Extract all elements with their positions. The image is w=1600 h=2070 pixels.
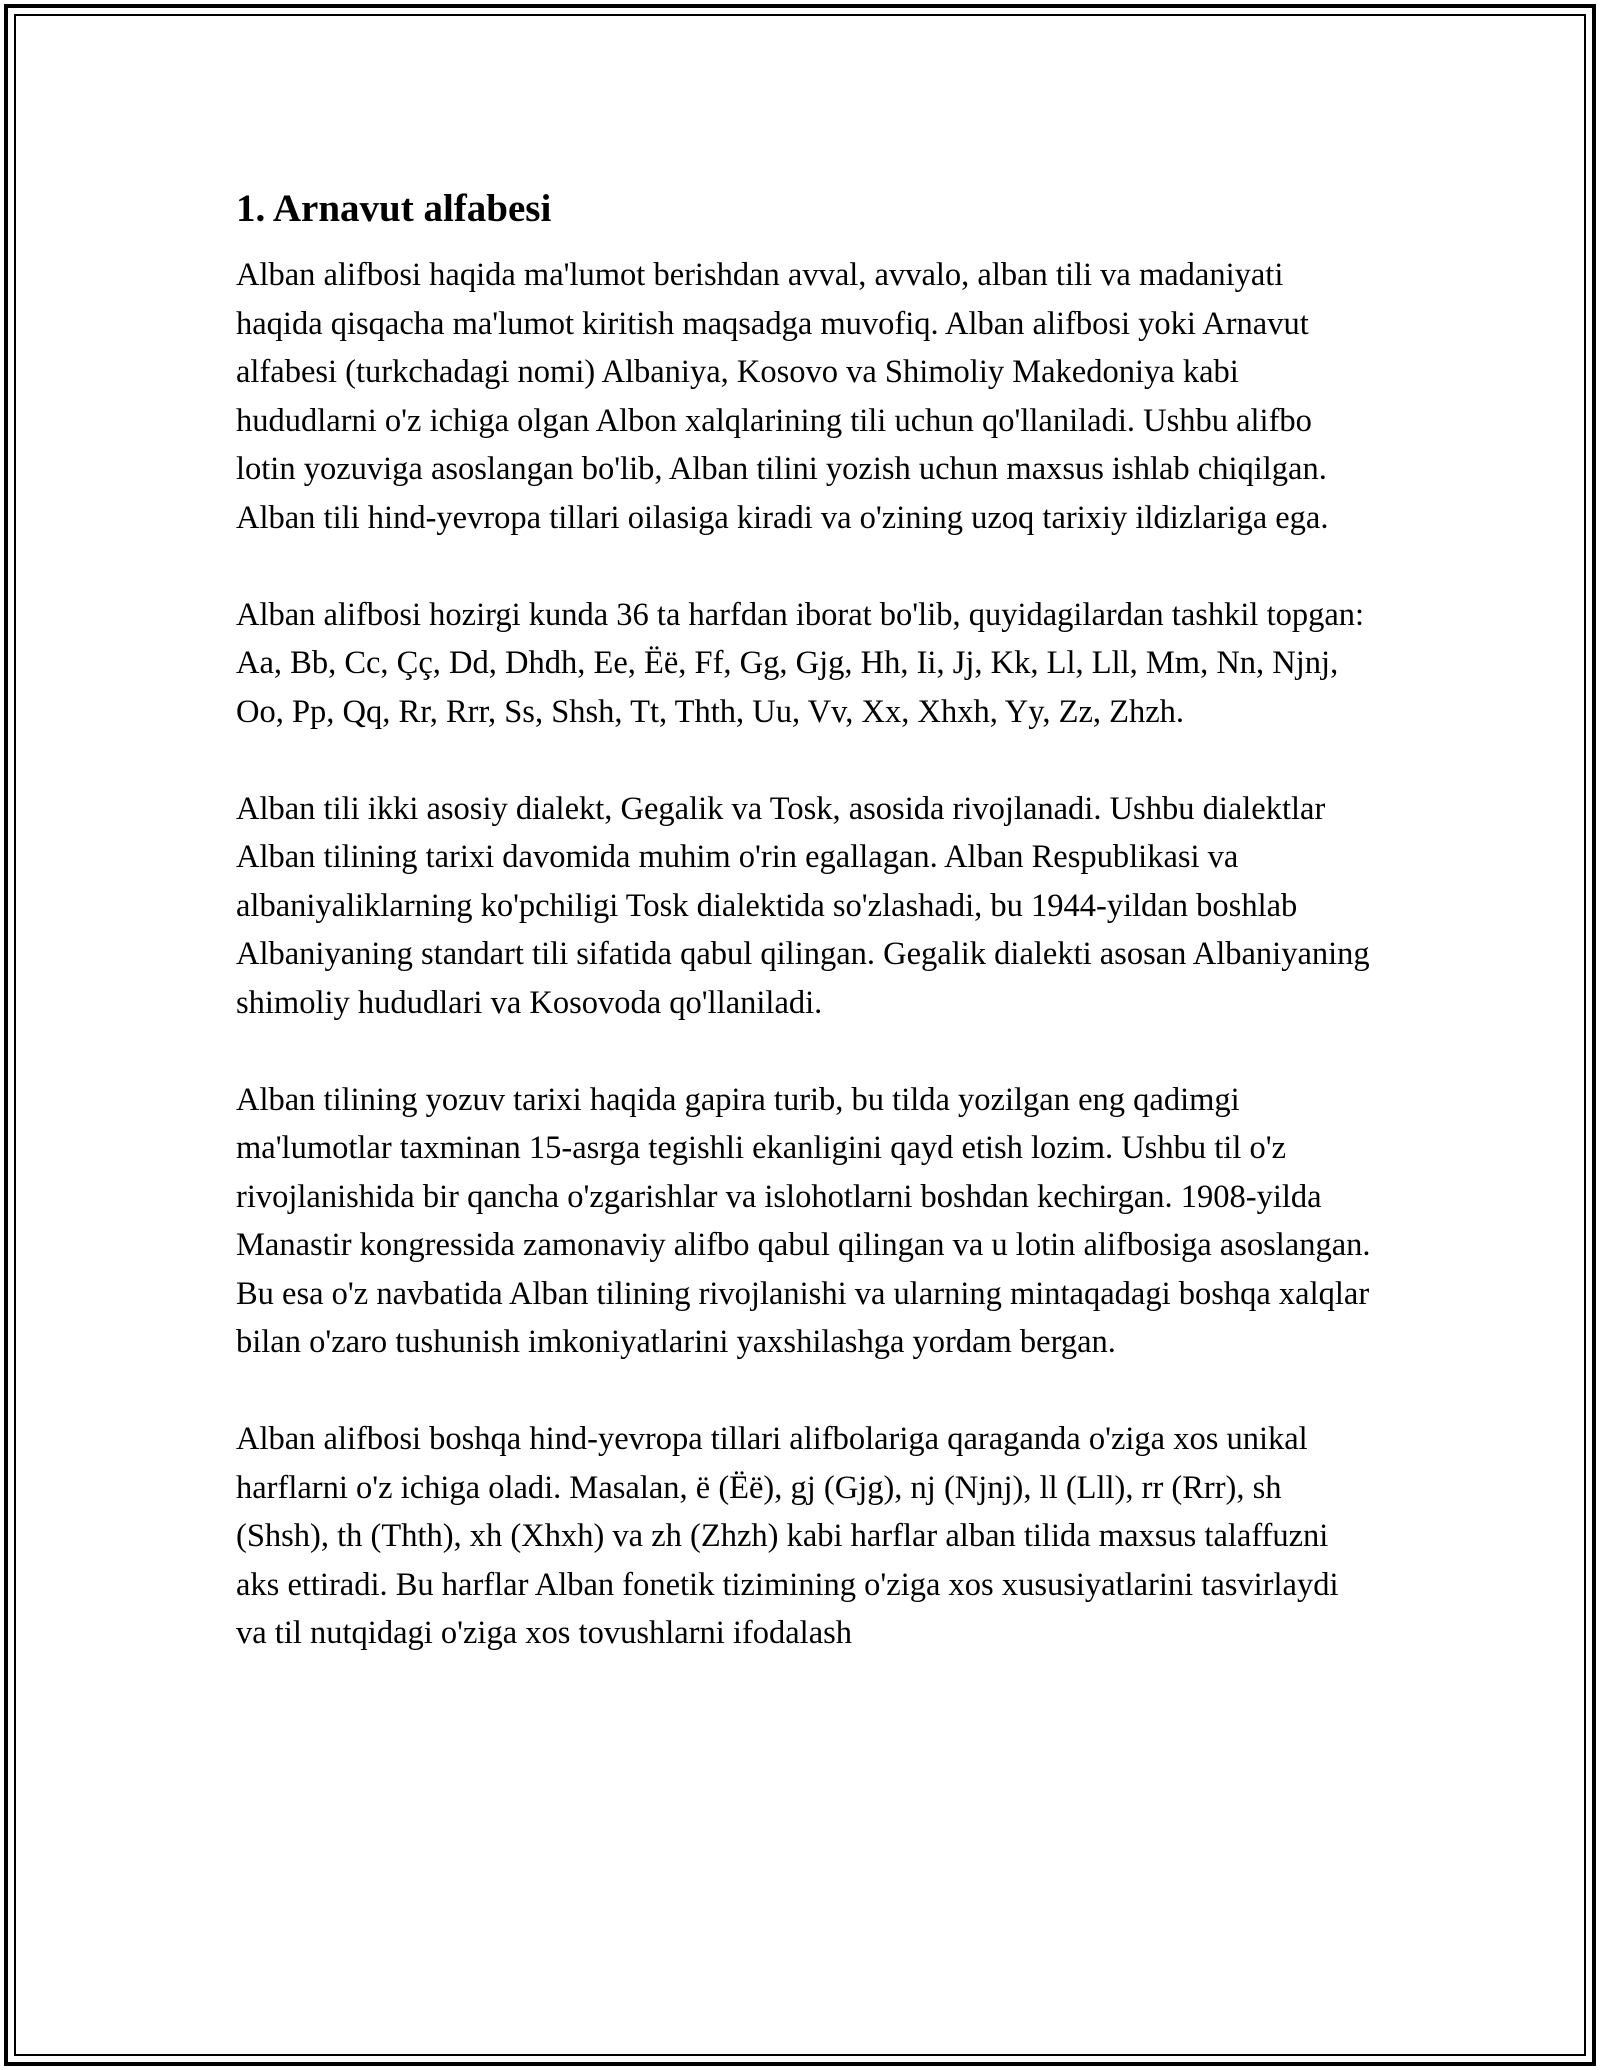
paragraph-intro: Alban alifbosi haqida ma'lumot berishdan avval, avvalo, alban tili va madaniyati haqida qisqacha ma'lumot kiritish maqsadga muvofiq. Alban alifbosi yoki Arnavut alfabesi (turkchadagi nomi) Albaniya, Kosovo va Shimoliy Makedoniya kabi hududlarni o'z ichiga olgan Albon xalqlarining tili uchun qo'llaniladi. Ushbu alifbo lotin yozuviga asoslangan bo'lib, Alban tilini yozish uchun maxsus ishlab chiqilgan. Alban tili hind-yevropa tillari oilasiga kiradi va o'zining uzoq tarixiy ildizlariga ega. — [236, 257, 1329, 536]
paragraph-dialects: Alban tili ikki asosiy dialekt, Gegalik va Tosk, asosida rivojlanadi. Ushbu dialektlar Alban tilining tarixi davomida muhim o'rin egallagan. Alban Respublikasi va albaniyaliklarning ko'pchiligi Tosk dialektida so'zlashadi, bu 1944-yildan boshlab Albaniyaning standart tili sifatida qabul qilingan. Gegalik dialekti asosan Albaniyaning shimoliy hududlari va Kosovoda qo'llaniladi. — [236, 790, 1370, 1021]
paragraph-history: Alban tilining yozuv tarixi haqida gapira turib, bu tilda yozilgan eng qadimgi ma'lumotlar taxminan 15-asrga tegishli ekanligini qayd etish lozim. Ushbu til o'z rivojlanishida bir qancha o'zgarishlar va islohotlarni boshdan kechirgan. 1908-yilda Manastir kongressida zamonaviy alifbo qabul qilingan va u lotin alifbosiga asoslangan. Bu esa o'z navbatida Alban tilining rivojlanishi va ularning mintaqadagi boshqa xalqlar bilan o'zaro tushunish imkoniyatlarini yaxshilashga yordam bergan. — [236, 1081, 1371, 1360]
document-body — [236, 185, 1376, 1706]
paragraph-unique-letters: Alban alifbosi boshqa hind-yevropa tillari alifbolariga qaraganda o'ziga xos unikal harflarni o'z ichiga oladi. Masalan, ë (Ëë), gj (Gjg), nj (Njnj), ll (Lll), rr (Rrr), sh (Shsh), th (Thth), xh (Xhxh) va zh (Zhzh) kabi harflar alban tilida maxsus talaffuzni aks ettiradi. Bu harflar Alban fonetik tizimining o'ziga xos xususiyatlarini tasvirlaydi va til nutqidagi o'ziga xos tovushlarni ifodalash — [236, 1421, 1339, 1651]
paragraph-letters: Alban alifbosi hozirgi kunda 36 ta harfdan iborat bo'lib, quyidagilardan tashkil topgan: Aa, Bb, Cc, Çç, Dd, Dhdh, Ee, Ëë, Ff, Gg, Gjg, Hh, Ii, Jj, Kk, Ll, Lll, Mm, Nn, Njnj, Oo, Pp, Qq, Rr, Rrr, Ss, Shsh, Tt, Thth, Uu, Vv, Xx, Xhxh, Yy, Zz, Zhzh. — [236, 596, 1365, 730]
section-heading: 1. Arnavut alfabesi — [236, 187, 552, 230]
